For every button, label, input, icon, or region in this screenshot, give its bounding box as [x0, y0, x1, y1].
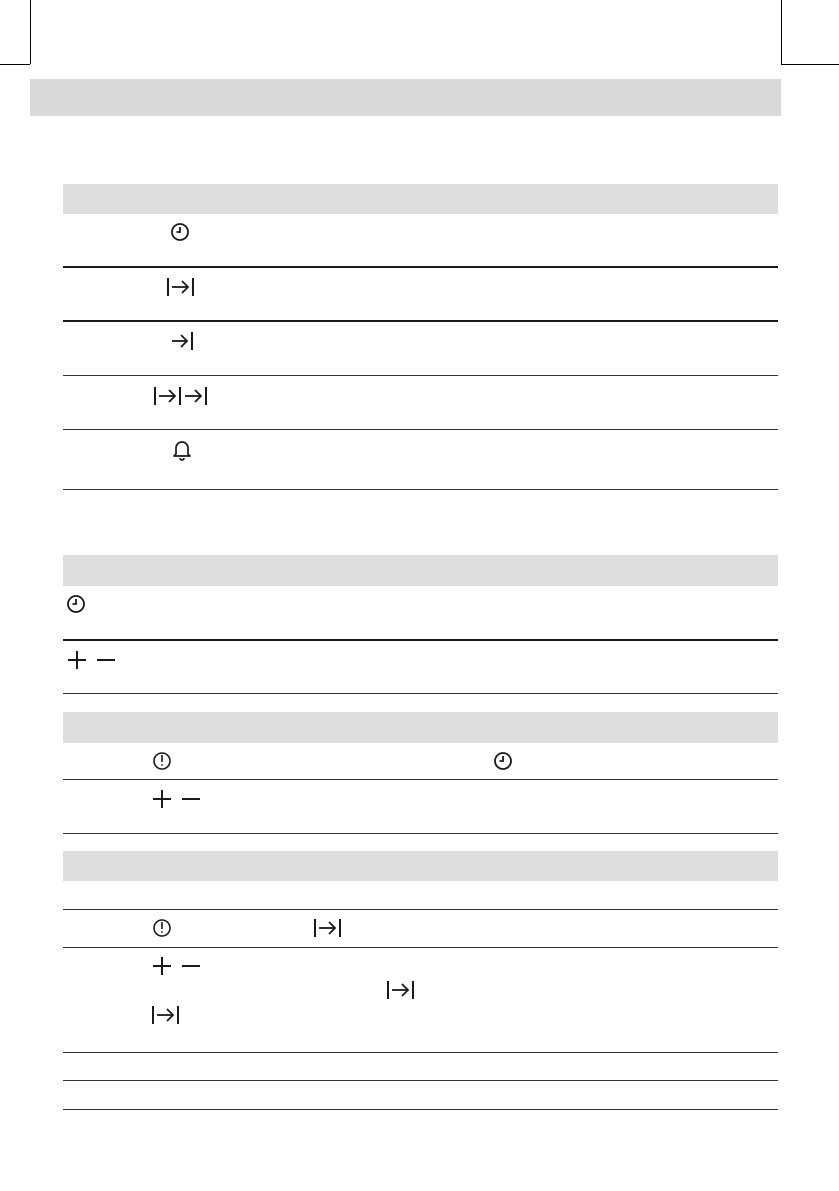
clock-icon — [170, 222, 190, 242]
table-row — [63, 1053, 778, 1081]
minus-icon — [181, 789, 201, 809]
table-row — [63, 430, 778, 490]
clock-function-icon — [152, 751, 172, 771]
duration-icon — [313, 917, 343, 939]
crop-mark — [0, 64, 30, 65]
table-row — [63, 641, 778, 694]
setting-table — [63, 555, 778, 694]
clock-icon — [66, 594, 86, 614]
minus-icon — [96, 650, 116, 670]
table-row — [63, 910, 778, 948]
bell-icon — [172, 439, 192, 461]
crop-mark — [30, 0, 31, 64]
section-banner — [30, 79, 781, 116]
duration-setting-table — [63, 851, 778, 1110]
duration-icon — [166, 276, 196, 298]
table-row — [63, 376, 778, 430]
functions-table — [63, 184, 778, 490]
table-row — [63, 586, 778, 641]
duration-icon — [151, 1004, 181, 1026]
duration-icon — [386, 979, 416, 1001]
clock-setting-table — [63, 712, 778, 834]
minus-icon — [181, 956, 201, 976]
table-row — [63, 881, 778, 910]
plus-icon — [152, 956, 172, 976]
time-delay-icon — [153, 385, 211, 407]
plus-icon — [67, 650, 87, 670]
plus-icon — [152, 789, 172, 809]
clock-icon — [493, 751, 513, 771]
table-row — [63, 214, 778, 268]
table-header — [63, 555, 778, 586]
crop-mark — [781, 0, 782, 64]
table-header — [63, 712, 778, 743]
table-row — [63, 780, 778, 834]
table-row — [63, 743, 778, 780]
end-time-icon — [170, 330, 196, 352]
table-header — [63, 184, 778, 214]
table-header — [63, 851, 778, 881]
clock-function-icon — [152, 918, 172, 938]
table-row — [63, 1081, 778, 1110]
table-row — [63, 268, 778, 322]
table-row — [63, 322, 778, 376]
crop-mark — [781, 64, 839, 65]
table-row — [63, 948, 778, 1053]
